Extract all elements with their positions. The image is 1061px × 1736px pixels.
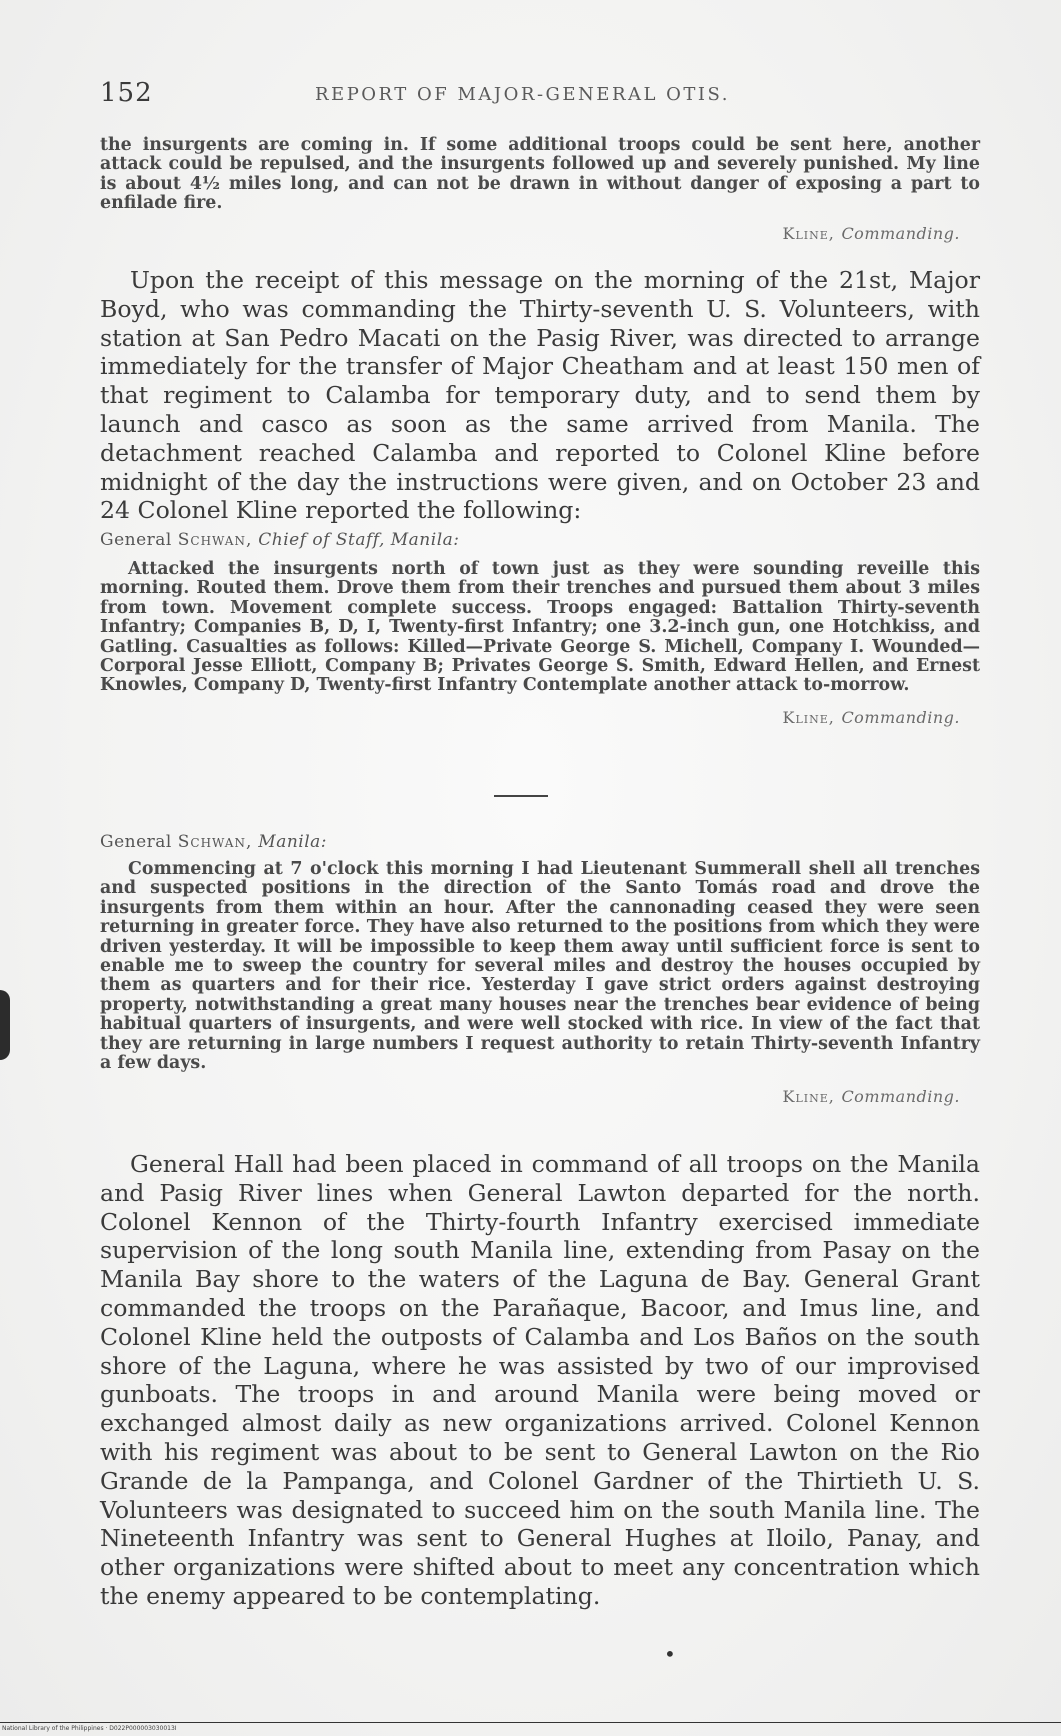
paragraph-text: General Hall had been placed in command of all troops on the Manila and Pasig River lines when General Lawton departed for the north. Colonel Kennon of the Thirty-fourth Infantry exercised immediate supervision of the long south Manila line, extending from Pasay on the Manila Bay shore to the waters of the Laguna de Bay. General Grant commanded the troops on the Parañaque, Bacoor, and Imus line, and Colonel Kline held the outposts of Calamba and Los Baños on the south shore of the Laguna, where he was assisted by two of our improvised gunboats. The troops in and around Manila were being moved or exchanged almost daily as new organizations arrived. Colonel Kennon with his regiment was about to be sent to General Lawton on the Rio Grande de la Pampanga, and Colonel Gardner of the Thirtieth U. S. Volunteers was designated to succeed him on the south Manila line. The Nineteenth Infantry was sent to General Hughes at Iloilo, Panay, and other organizations were shifted about to meet any concentration which the enemy appeared to be contemplating. — [100, 1150, 980, 1610]
body-paragraph-1 — [100, 266, 980, 525]
telegram-2 — [100, 832, 980, 1106]
body-paragraph-2 — [100, 1150, 980, 1611]
page-dot: • — [664, 1642, 676, 1666]
signature-name: Kline, — [782, 1087, 835, 1107]
signature-role: Commanding. — [841, 707, 960, 727]
telegram-addressee — [100, 832, 980, 852]
signature-name: Kline, — [782, 707, 835, 727]
footer-rule — [0, 1722, 1061, 1723]
telegram-continuation — [100, 136, 980, 243]
section-divider — [494, 795, 548, 797]
signature — [100, 1087, 980, 1106]
telegram-text: Attacked the insurgents north of town just as they were sounding reveille this morning. Routed them. Drove them from their trenches and pursued them about 3 miles from town. Movement complete success. Troops engaged: Battalion Thirty-seventh Infantry; Companies B, D, I, Twenty-first Infantry; one 3.2-inch gun, one Hotchkiss, and Gatling. Casualties as follows: Killed—Private George S. Michell, Company I. Wounded—Corporal Jesse Elliott, Company B; Privates George S. Smith, Edward Hellen, and Ernest Knowles, Company D, Twenty-first Infantry Contemplate another attack to-morrow. — [100, 559, 980, 696]
page-number: 152 — [100, 78, 153, 108]
addressee-suffix: Chief of Staff, Manila: — [258, 530, 460, 550]
telegram-continuation-text: the insurgents are coming in. If some additional troops could be sent here, another attack could be repulsed, and the insurgents followed up and severely punished. My line is about 4½ miles long, and can not be drawn in without danger of exposing a part to enfilade fire. — [100, 135, 980, 214]
paragraph-text: Upon the receipt of this message on the morning of the 21st, Major Boyd, who was commanding the Thirty-seventh U. S. Volunteers, with station at San Pedro Macati on the Pasig River, was directed to arrange immediately for the transfer of Major Cheatham and at least 150 men of that regiment to Calamba for temporary duty, and to send them by launch and casco as soon as the same arrived from Manila. The detachment reached Calamba and reported to Colonel Kline before midnight of the day the instructions were given, and on October 23 and 24 Colonel Kline reported the following: — [100, 266, 980, 525]
signature — [100, 708, 980, 727]
telegram-1 — [100, 530, 980, 727]
addressee-name: Schwan, — [177, 832, 253, 852]
signature-role: Commanding. — [841, 223, 960, 243]
addressee-suffix: Manila: — [258, 832, 328, 852]
telegram-text: Commencing at 7 o'clock this morning I had Lieutenant Summerall shell all trenches and suspected positions in the direction of the Santo Tomás road and drove the insurgents from them within an hour. After the cannonading ceased they were seen returning in greater force. They have also returned to the positions from which they were driven yesterday. It will be impossible to keep them away until sufficient force is sent to enable me to sweep the country for several miles and destroy the houses occupied by them as quarters and for their rice. Yesterday I gave strict orders against destroying property, notwithstanding a great many houses near the trenches bear evidence of being habitual quarters of insurgents, and were well stocked with rice. In view of the fact that they are returning in large numbers I request authority to retain Thirty-seventh Infantry a few days. — [100, 859, 980, 1074]
signature-role: Commanding. — [841, 1087, 960, 1107]
telegram-addressee — [100, 530, 980, 550]
signature-name: Kline, — [782, 223, 835, 243]
running-head: REPORT OF MAJOR-GENERAL OTIS. — [315, 84, 730, 105]
addressee-prefix: General — [100, 832, 172, 852]
footer-credit: National Library of the Philippines · D022P000003030013I — [2, 1725, 177, 1732]
addressee-name: Schwan, — [177, 530, 253, 550]
signature — [100, 224, 980, 243]
binding-shadow — [0, 990, 10, 1060]
page-header — [100, 78, 980, 108]
addressee-prefix: General — [100, 530, 172, 550]
